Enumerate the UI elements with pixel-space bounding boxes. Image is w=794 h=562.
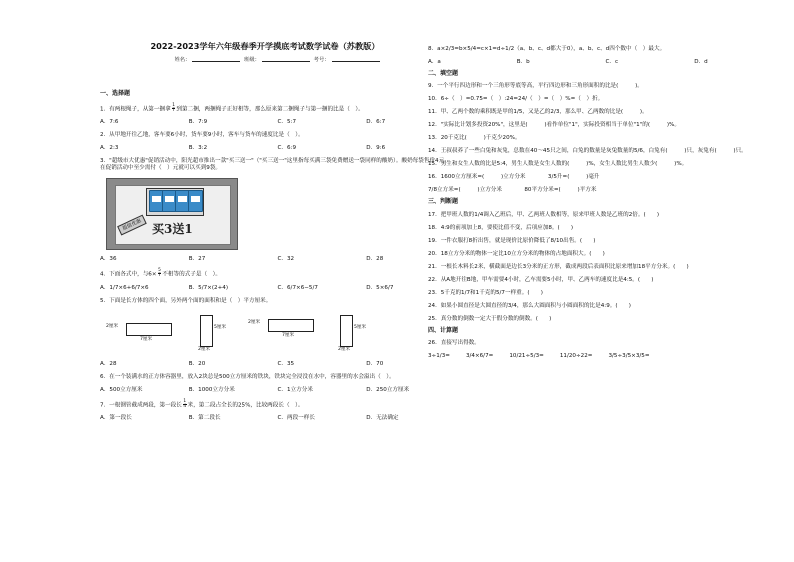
question-15: 15．男生和女生人数的比是5:4，男生人数是女生人数的( )%，女生人数比男生人数少( )%。 [428, 161, 688, 168]
section-calc-heading: 四、计算题 [428, 326, 459, 334]
section-judge-heading: 三、判断题 [428, 198, 459, 206]
class-label: 班级： [244, 57, 260, 63]
option[interactable]: D．250立方厘米 [366, 386, 410, 393]
question-16-part-b: 7/8立方米=( )立方分米 80平方分米=( )平方米 [428, 187, 597, 194]
option[interactable]: A．2:3 [100, 145, 119, 152]
option[interactable]: B．20 [188, 360, 206, 367]
question-19: 19．一件衣服打8折出售，就是现价比原价降低了8/10出售。( ) [428, 237, 596, 244]
exam-no-field[interactable] [332, 56, 380, 62]
question-26: 26．直接写出得数。 [428, 340, 480, 347]
question-7: 7．一根钢管截成两段，第一段长 $\frac{1}{4}$ 米，第二段占全长的25%，比较两段长（ ）。 [100, 398, 304, 409]
fraction: $\frac{1}{7}$ [172, 102, 175, 113]
question-13: 13．20千克比( )千克少20%。 [428, 135, 521, 142]
section-fill-heading: 二、填空题 [428, 69, 459, 77]
option[interactable]: D．无法确定 [366, 415, 399, 422]
question-2-options [100, 145, 455, 152]
exam-title: 2022-2023学年六年级春季开学摸底考试数学试卷（苏教版） [150, 41, 380, 51]
name-field[interactable] [192, 56, 240, 62]
section-choice-heading: 一、选择题 [100, 90, 131, 97]
class-field[interactable] [262, 56, 310, 62]
question-1: 1．有两根绳子，从第一捆拿 $\frac{1}{7}$ 到第二捆，两捆绳子正好相等，那么原来第二捆绳子与第一捆的比是（ ）。 [100, 102, 364, 113]
option[interactable]: A．500立方厘米 [100, 386, 143, 393]
option[interactable]: B．3:2 [188, 145, 208, 152]
option[interactable]: A．1/7×6+6/7×6 [100, 284, 149, 291]
question-4-options [100, 285, 455, 292]
exam-no-label: 考号： [313, 57, 330, 63]
option[interactable]: D．d [694, 58, 708, 65]
question-5-options [100, 361, 455, 368]
option[interactable]: C．5:7 [277, 119, 297, 126]
option[interactable]: A．7:6 [100, 119, 119, 126]
calc-item: 11/20÷22= [559, 353, 593, 360]
question-24: 24．如果小圆直径是大圆直径的3/4，那么大圆面积与小圆面积的比是4:9。( ) [428, 302, 631, 309]
face-rect [126, 323, 172, 336]
question-5: 5．下面是长方体的四个面，另外两个面的面积和是（ ）平方厘米。 [100, 297, 272, 304]
promo-slogan: 买3送1 [152, 222, 193, 237]
question-8-options [428, 59, 783, 66]
option[interactable]: B．7:9 [188, 119, 208, 126]
question-11: 11．甲、乙两个数的乘积既是甲的1/5，又是乙的2/3，那么甲、乙两数的比是( )。 [428, 109, 648, 116]
question-16: 16．1600立方厘米=( )立方分米 3/5升=( )毫升 [428, 174, 600, 181]
face-rect [200, 315, 213, 347]
option[interactable]: A．28 [100, 360, 117, 367]
yogurt-promo-image [106, 178, 238, 250]
option[interactable]: A．36 [100, 256, 117, 263]
calc-item: 3/4×6/7= [465, 353, 494, 360]
name-label: 姓名： [174, 57, 191, 63]
option[interactable]: D．6:7 [366, 119, 386, 126]
question-22: 22．从A地开往B地，甲车需要4小时，乙车需要5小时，甲、乙两车的速度比是4:5。( ) [428, 276, 654, 283]
question-20: 20．18立方分米的物体一定比10立方分米的物体的占地面积大。( ) [428, 250, 605, 257]
question-6-options [100, 387, 455, 394]
question-25: 25．真分数的倒数一定大于假分数的倒数。( ) [428, 315, 552, 322]
calc-item: 3/5÷3/5×3/5= [608, 353, 650, 360]
option[interactable]: B．1000立方分米 [188, 386, 235, 393]
option[interactable]: C．1立方分米 [277, 386, 313, 393]
left-column [100, 86, 455, 422]
question-2: 2．从甲地开往乙地，客车要6小时，货车要9小时，客车与货车的速度比是（ ）。 [100, 132, 304, 139]
question-7-options [100, 415, 455, 422]
option[interactable]: D．5×6/7 [366, 284, 394, 291]
question-3: 3．"超级市大优惠"促销活动中，阳光超市推出一款"买三送一"（"买三送一"这里指每买满三袋免费赠送一袋同样的酸奶）。酸奶每袋售价4元，在促销活动中至少需付（ ）元就可以买到9袋。 [100, 158, 450, 172]
question-14: 14．王叔叔养了一些白兔和灰兔，总数在40～45只之间，白兔的数量是灰兔数量的5/6，白兔有( )只，灰兔有( )只。 [428, 148, 747, 155]
calc-item: 10/21÷5/3= [509, 353, 544, 360]
promo-tag: 超值优惠 [117, 215, 147, 236]
question-4: 4．下面各式中，与6× $\frac{5}{7}$ 不相等的式子是（ ）。 [100, 268, 222, 279]
option[interactable]: B．第二段长 [188, 415, 221, 422]
fraction: $\frac{1}{4}$ [183, 398, 187, 409]
yogurt-box-icon [188, 190, 203, 212]
option[interactable]: B．5/7×(2+4) [188, 284, 229, 291]
exam-page [18, 14, 776, 550]
option[interactable]: C．6:9 [277, 145, 297, 152]
option[interactable]: C．c [605, 58, 619, 65]
option[interactable]: C．32 [277, 256, 295, 263]
option[interactable]: A．第一段长 [100, 415, 132, 422]
question-6: 6．在一个装满水的正方体容器里，放入2块总是500立方厘米的铁块，铁块完全浸没在水中，容器里的水会溢出（ ）。 [100, 373, 395, 380]
question-23: 23．5千克的1/7和1千克的5/7一样重。( ) [428, 289, 543, 296]
option[interactable]: B．b [516, 58, 530, 65]
option[interactable]: C．35 [277, 360, 295, 367]
question-26-items [428, 353, 783, 360]
option[interactable]: D．28 [366, 256, 384, 263]
face-rect [340, 315, 353, 347]
question-9: 9．一个平行四边形和一个三角形等底等高，平行四边形和三角形面积的比是( )。 [428, 83, 643, 90]
option[interactable]: B．27 [188, 256, 206, 263]
right-column [428, 40, 783, 360]
question-12: 12．"实际比计划多投资20%"，这里是( )看作单位"1"，实际投资相当于单位"1"的( )%。 [428, 122, 680, 129]
question-8: 8．a×2/3=b×5/4=c×1=d÷1/2（a、b、c、d都大于0），a、b、c、d四个数中（ ）最大。 [428, 46, 666, 52]
question-17: 17．把甲班人数的1/4调入乙班后，甲、乙两班人数相等，原来甲班人数是乙班的2倍。( ) [428, 211, 660, 218]
option[interactable]: C．两段一样长 [277, 415, 315, 422]
student-info-line [148, 55, 408, 63]
question-3-options [100, 256, 455, 263]
question-18: 18．4:9的前项加上8，要使比值不变，后项应加8。( ) [428, 224, 574, 231]
option[interactable]: A．a [428, 58, 441, 65]
calc-item: 3÷1/3= [428, 353, 450, 360]
option[interactable]: D．9:6 [366, 145, 386, 152]
face-rect [268, 319, 314, 332]
option[interactable]: D．70 [366, 360, 384, 367]
question-21: 21．一根长木料长2米，横截面是边长3分米的正方形，截成两段后表面积比原来增加18平方分米。( ) [428, 263, 689, 270]
fraction: $\frac{5}{7}$ [158, 268, 161, 279]
option[interactable]: C．6/7×6−5/7 [277, 284, 318, 291]
question-10: 10．6÷（ ）=0.75=（ ）:24=24/（ ）=（ ）%=（ ）折。 [428, 96, 604, 103]
question-1-options [100, 119, 455, 126]
cuboid-faces-figure: 2厘米 7厘米 5厘米 2厘米 2厘米 7厘米 5厘米 2厘米 [100, 311, 455, 355]
